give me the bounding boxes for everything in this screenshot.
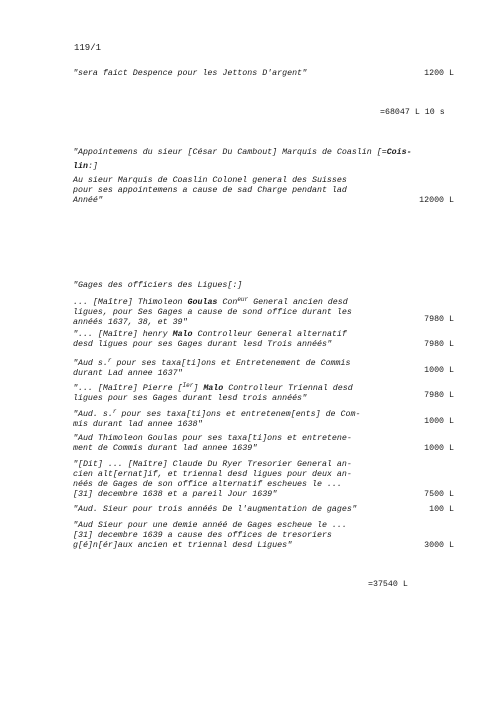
entry-8-amount: 100 L (429, 505, 454, 514)
entry-9-first-line: "Aud Sieur pour une demie annéé de Gages escheue le ... (73, 521, 347, 530)
entry-3-text-b: pour ses taxa[ti]ons et Entretenement de Commis (111, 359, 351, 368)
page-number: 119/1 (74, 43, 102, 53)
appointemens-line-2-bold: lin (73, 162, 88, 171)
entry-4-sup: Ier (182, 382, 194, 389)
gages-entry-8 (73, 505, 403, 515)
entry-6-amount: 1000 L (424, 444, 454, 453)
appointemens-amount: 12000 L (419, 196, 454, 205)
entry-4-text-a: "... [Maître] Pierre [ (73, 384, 183, 393)
entry-2-line-2: desd ligues pour ses Gages durant lesd Trois annéés" (73, 340, 332, 349)
entry-7-amount: 7500 L (424, 490, 454, 499)
entry-2-text-a: "... [Maître] henry (73, 330, 173, 339)
gages-entry-4 (73, 381, 403, 404)
entry-7-line-3: néés de Gages de son office alternatif escheues le ... (73, 480, 342, 489)
entry-1-text-b: Con (217, 298, 238, 307)
entry-9-line-2: [31] decembre 1639 a cause des offices de tresoriers (73, 531, 332, 540)
entry-2-amount: 7980 L (424, 340, 454, 349)
entry-5-text-a: "Aud. s. (73, 410, 113, 419)
appointemens-line-1 (73, 148, 412, 158)
entry-7-line-2: cien alt[ernat]if, et triennal desd ligues pour deux an- (73, 470, 352, 479)
entry-1-line-3: annéés 1637, 38, et 39" (73, 318, 188, 327)
entry-5-line-2: mis durant lad annee 1638" (73, 420, 203, 429)
gages-entry-3 (73, 356, 403, 379)
appointemens-line-2-tail: :] (87, 162, 98, 171)
entry-2-first-line (73, 330, 403, 340)
entry-2-name: Malo (172, 330, 193, 339)
gages-entry-9 (73, 521, 403, 551)
entry-4-line-2: ligues pour ses Gages durant lesd trois annéés" (73, 394, 308, 403)
entry-7-first-line: "[Dit] ... [Maître] Claude Du Ryer Tresorier General an- (73, 460, 352, 469)
subtotal-1: =68047 L 10 s (380, 108, 445, 117)
entry-9-amount: 3000 L (424, 541, 454, 550)
entry-4-text-c: Controlleur Triennal desd (223, 384, 353, 393)
entry-3-first-line (73, 356, 403, 369)
entry-4-first-line (73, 381, 403, 394)
gages-entry-2 (73, 330, 403, 350)
entry-1-text-c: General ancien desd (248, 298, 348, 307)
gages-entry-1 (73, 295, 403, 328)
entry-5-first-line (73, 407, 403, 420)
entry-1-text-a: ... [Maître] Thimoleon (73, 298, 188, 307)
entry-4-name: Malo (203, 384, 224, 393)
entry-7-line-4: [31] decembre 1638 et a pareil Jour 1639" (73, 490, 278, 499)
entry-3-text-a: "Aud s. (73, 359, 108, 368)
entry-1-line-2: ligues, pour Ses Gages a cause de sond office durant les (73, 308, 352, 317)
entry-1-sup: eur (237, 296, 249, 303)
entry-5-sup: r (112, 408, 117, 415)
entry-8-first-line: "Aud. Sieur pour trois annéés De l'augmentation de gages" (73, 505, 357, 514)
jettons-text: "sera faict Despence pour les Jettons D'argent" (73, 69, 308, 78)
entry-9-line-3: g[é]n[ér]aux ancien et triennal desd Ligues" (73, 541, 293, 550)
entry-4-text-b: ] (193, 384, 204, 393)
entry-4-amount: 7980 L (424, 391, 454, 400)
entry-1-name: Goulas (187, 298, 218, 307)
jettons-amount: 1200 L (424, 69, 454, 78)
entry-6-first-line: "Aud Thimoleon Goulas pour ses taxa[ti]ons et entretene- (73, 434, 352, 443)
entry-3-sup: r (107, 357, 112, 364)
entry-5-amount: 1000 L (424, 417, 454, 426)
entry-2-text-b: Controlleur General alternatif (192, 330, 347, 339)
appointemens-body-3: Annéé" (73, 196, 103, 205)
appointemens-line-2 (73, 162, 98, 172)
appointemens-line-1-bold: Cois- (386, 148, 412, 157)
entry-1-amount: 7980 L (424, 315, 454, 324)
entry-3-amount: 1000 L (424, 366, 454, 375)
appointemens-line-1-text: "Appointemens du sieur [César Du Cambout] Marquis de Coaslin [= (73, 148, 387, 157)
gages-entry-5 (73, 407, 403, 430)
entry-1-first-line (73, 295, 403, 308)
appointemens-body-1: Au sieur Marquis de Coaslin Colonel general des Suisses (73, 176, 347, 185)
gages-heading: "Gages des officiers des Ligues[:] (73, 281, 243, 290)
gages-entry-7 (73, 460, 403, 500)
entry-5-text-b: pour ses taxa[ti]ons et entretenem[ents] de Com- (116, 410, 361, 419)
entry-3-line-2: durant Lad annee 1637" (73, 369, 183, 378)
gages-entry-6 (73, 434, 403, 454)
appointemens-body-2: pour ses appointemens a cause de sad Charge pendant lad (73, 186, 347, 195)
entry-6-line-2: ment de Commis durant lad annee 1639" (73, 444, 258, 453)
total-amount: =37540 L (368, 580, 408, 589)
